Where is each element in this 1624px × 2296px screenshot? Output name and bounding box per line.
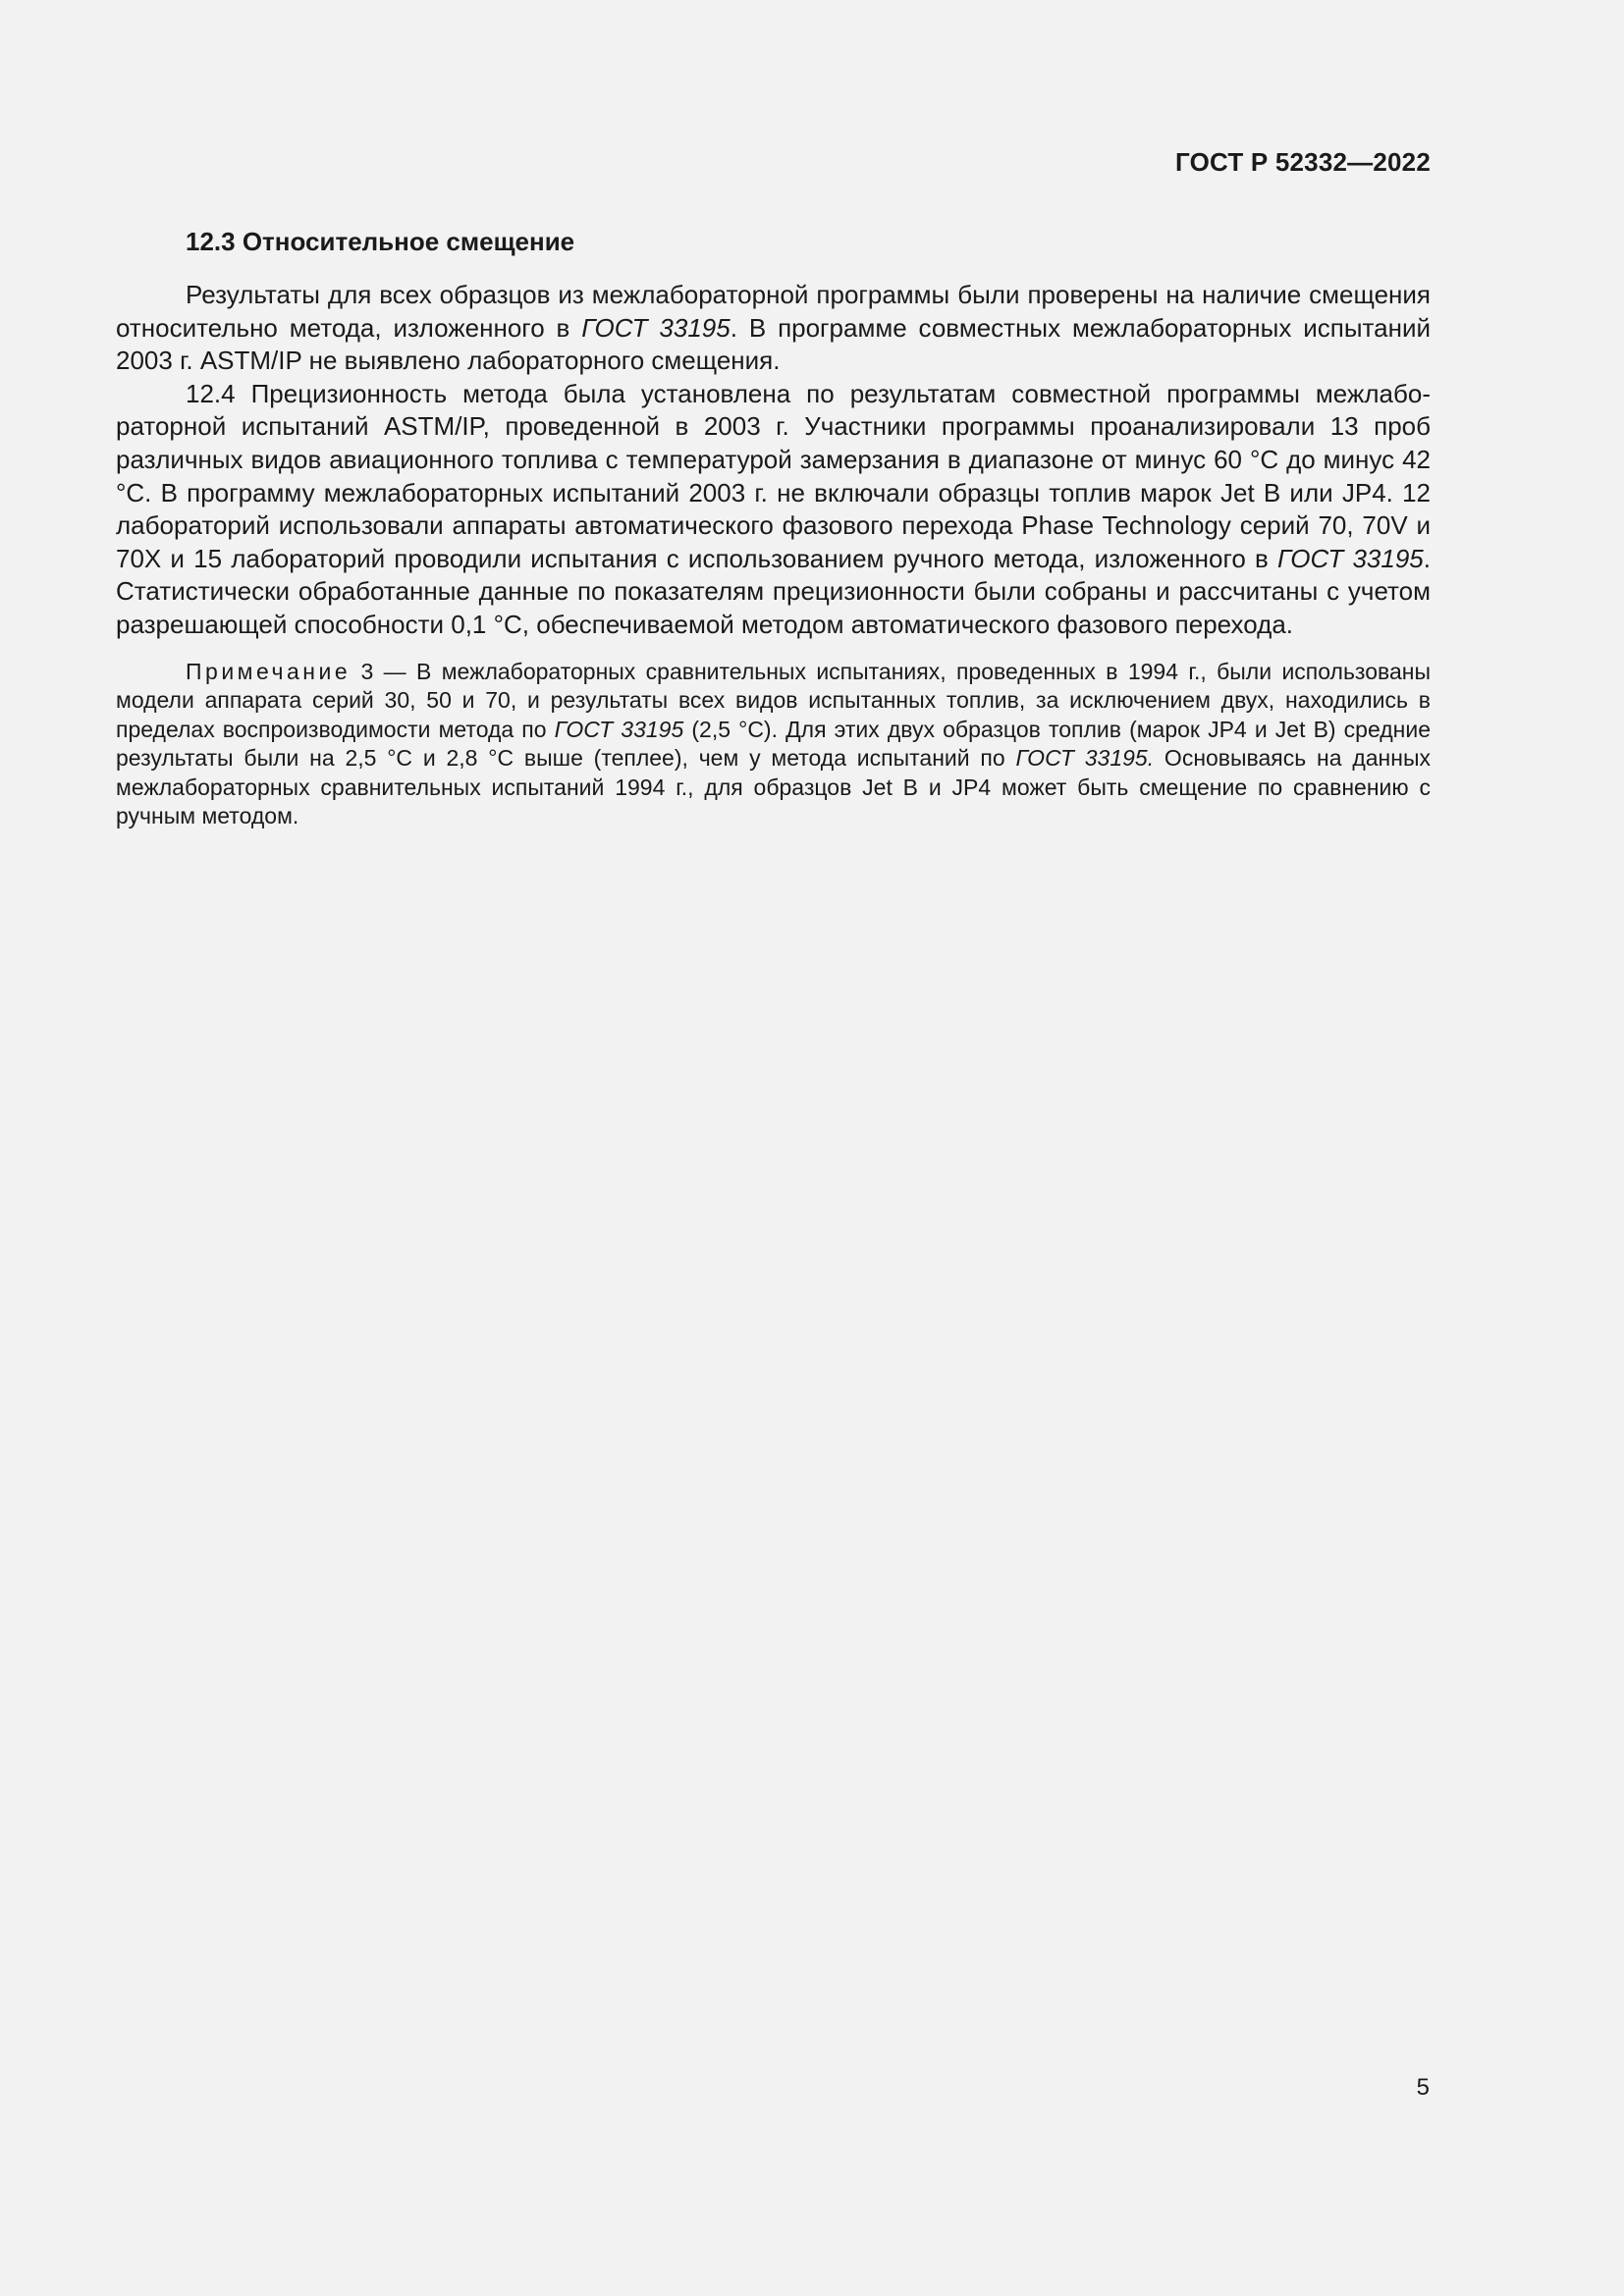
note-text: 3 — В межлабораторных сравнительных испытаниях, проведенных в 1994 г., были использованы модели аппарата серий 30, 50 и 70, и результаты всех видов испытанных топлив, за исключением двух, находились в пределах воспроизводимости метода по xyxy=(116,658,1431,742)
note-text: (2,5 °С). Для этих двух образцов топлив (марок JP4 и Jet B) средние результаты были на 2,5 °С и 2,8 °С выше (теплее), чем у метода испытаний по xyxy=(116,716,1432,772)
page-number: 5 xyxy=(1416,2074,1430,2101)
standard-reference: ГОСТ 33195. xyxy=(1015,745,1155,772)
page-content xyxy=(116,224,1431,831)
standard-reference: ГОСТ 33195 xyxy=(554,716,684,742)
paragraph-bias-results xyxy=(116,279,1431,378)
note-label: Примечание xyxy=(186,658,352,684)
note-text: Основываясь на данных межлабораторных сравнительных испытаний 1994 г., для образцов Jet B и JP4 может быть смещение по сравнению с ручным методом. xyxy=(116,745,1431,829)
standard-reference: ГОСТ 33195 xyxy=(1277,543,1424,573)
paragraph-precision xyxy=(116,378,1431,642)
paragraph-text: 12.4 Прецизионность метода была установлена по результатам совместной программы межлабораторной испытаний ASTM/IP, проведенной в 2003 г. Участники программы проанализировали 13 проб различных видов авиационного топлива с температурой замерзания в диапазоне от минус 60 °С до минус 42 °С. В программу межлабораторных испытаний 2003 г. не включали образцы топлив марок Jet B или JP4. 12 лабораторий использовали аппараты автоматического фазового перехода Phase Technology серий 70, 70V и 70X и 15 лабораторий проводили испытания с использованием ручного метода, изложенного в xyxy=(116,378,1431,573)
paragraph-text: Результаты для всех образцов из межлабораторной программы были проверены на наличие смещения относительно метода, изложенного в xyxy=(116,280,1431,343)
standard-reference: ГОСТ 33195 xyxy=(581,312,731,343)
document-id-header: ГОСТ Р 52332—2022 xyxy=(1175,147,1431,177)
section-title: 12.3 Относительное смещение xyxy=(186,227,575,256)
paragraph-text: . В программе совместных межлабораторных испытаний 2003 г. ASTM/IP не выявлено лабораторного смещения. xyxy=(116,312,1432,376)
note-3 xyxy=(116,658,1431,831)
paragraph-text: . Статистически обработанные данные по показателям прецизионности были собраны и рассчитаны с учетом разрешающей способности 0,1 °С, обеспечиваемой методом автоматического фазового перехода. xyxy=(116,543,1432,639)
